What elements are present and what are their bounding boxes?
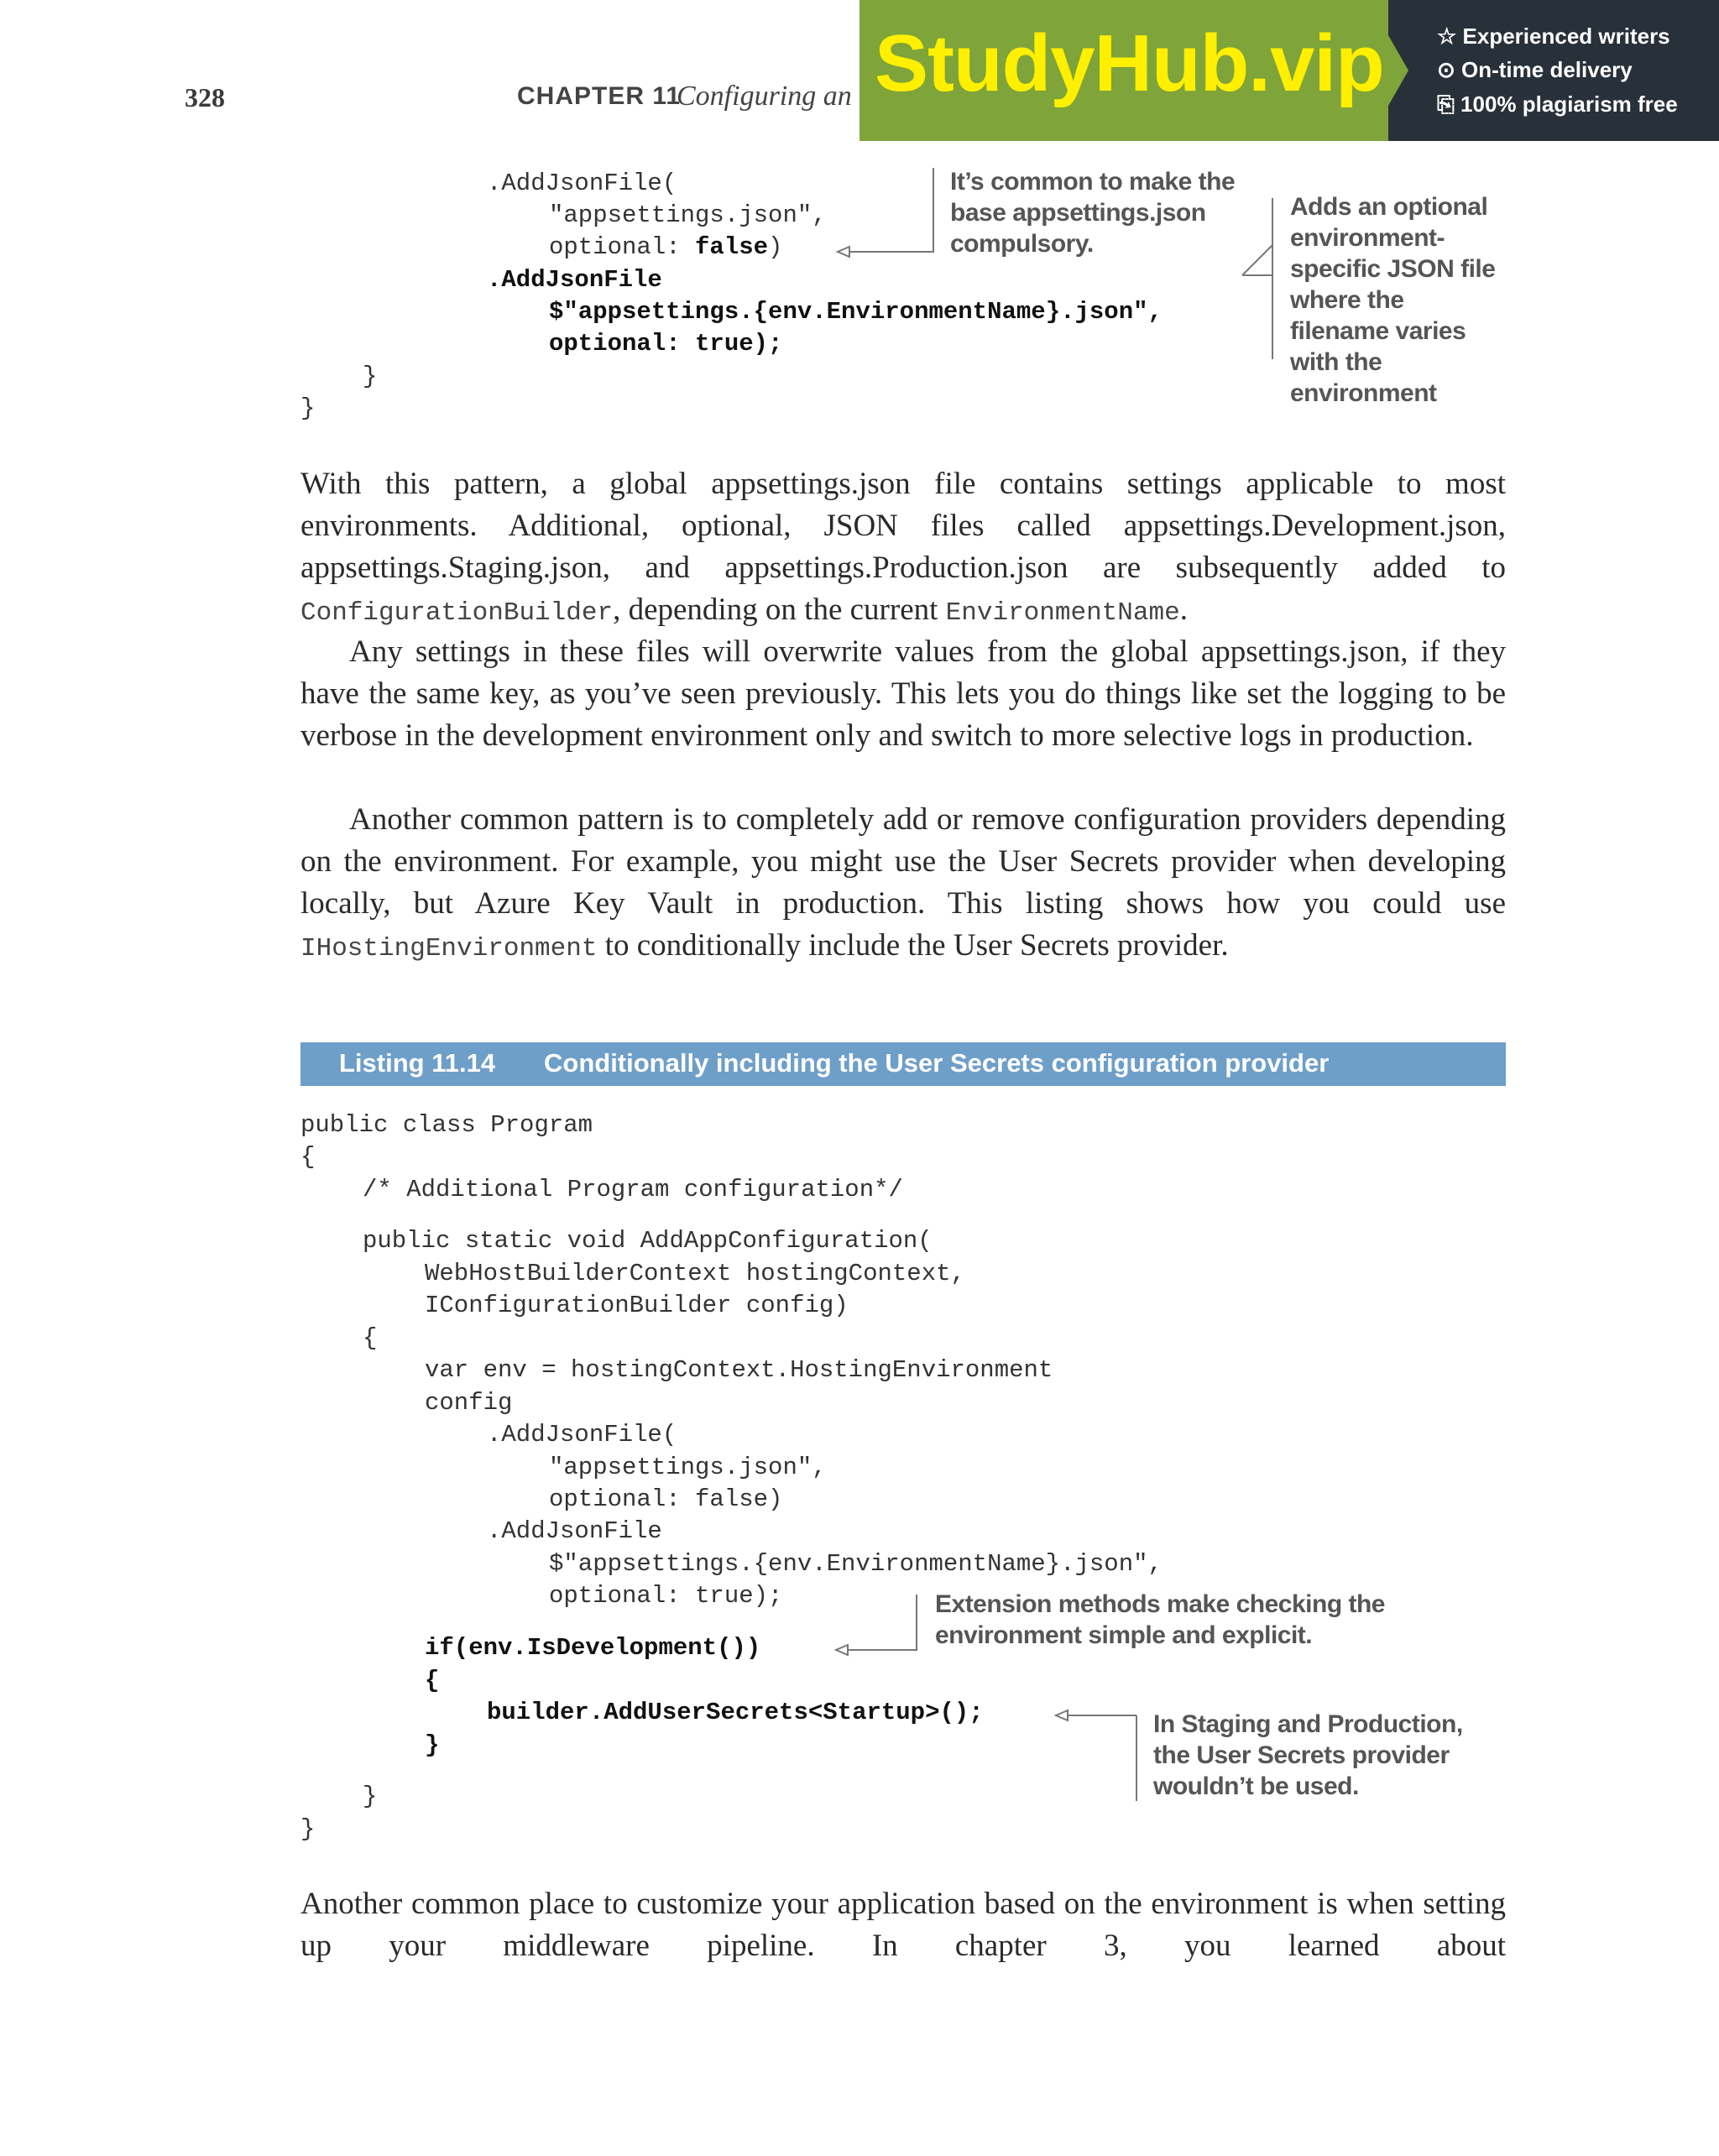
annotation-line: environment-: [1290, 224, 1445, 252]
annotation-line: It’s common to make the: [950, 168, 1236, 196]
code-line-bold: {: [425, 1667, 440, 1694]
annotation-line: filename varies: [1290, 317, 1466, 345]
annotation-line: environment: [1290, 379, 1437, 407]
code-line: }: [363, 1783, 378, 1810]
annotation-line: environment simple and explicit.: [935, 1621, 1313, 1649]
annotation-line: Adds an optional: [1290, 193, 1488, 221]
code-line: "appsettings.json",: [549, 201, 827, 229]
annotation-line: compulsory.: [950, 230, 1094, 258]
code-line: optional: true);: [549, 1582, 783, 1610]
code-line: optional: false): [549, 233, 783, 261]
code-line: }: [300, 1815, 316, 1843]
code-line-bold: if(env.IsDevelopment()): [425, 1634, 761, 1662]
code-line: }: [363, 363, 378, 390]
code-line: var env = hostingContext.HostingEnvironment: [425, 1356, 1053, 1384]
code-line: .AddJsonFile: [487, 1517, 662, 1545]
code-line: config: [425, 1389, 513, 1417]
code-line: public class Program: [300, 1111, 593, 1139]
annotation-line: wouldn’t be used.: [1153, 1772, 1359, 1800]
code-line-bold: optional: true);: [549, 330, 783, 358]
callout-line: [1066, 1715, 1136, 1801]
paragraph: Any settings in these files will overwrite values from the global appsettings.json, if they have the same key, as you’ve seen previously. This lets you do things like set the logging to be verbose in the development environment only and switch to more selective logs in production.: [300, 634, 1506, 753]
code-line-bold: $"appsettings.{env.EnvironmentName}.json",: [549, 298, 1163, 326]
brand-logo-text[interactable]: StudyHub.vip: [875, 18, 1384, 108]
callout-line: [1242, 245, 1272, 275]
badge-experienced-writers: ☆ Experienced writers: [1437, 23, 1670, 49]
annotation-line: In Staging and Production,: [1153, 1710, 1463, 1738]
annotation-line: Extension methods make checking the: [935, 1590, 1385, 1618]
badge-plagiarism-free: ⎘ 100% plagiarism free: [1437, 91, 1678, 117]
code-line: IConfigurationBuilder config): [425, 1292, 849, 1319]
code-line: "appsettings.json",: [549, 1454, 827, 1481]
listing-title: Conditionally including the User Secrets configuration provider: [544, 1048, 1330, 1078]
annotation-line: where the: [1290, 286, 1404, 314]
paragraph: Another common pattern is to completely add or remove configuration providers depending on the environment. For example, you might use the User Secrets provider when developing locally, but Azure Key Vault in production. This listing shows how you could use IHostingEnvironment to conditionally include the User Secrets provider.: [300, 802, 1506, 963]
chapter-label: CHAPTER 11: [517, 82, 682, 110]
code-line: {: [300, 1143, 316, 1171]
code-line: WebHostBuilderContext hostingContext,: [425, 1260, 965, 1287]
code-line: .AddJsonFile(: [487, 1421, 677, 1449]
code-line: .AddJsonFile(: [487, 170, 677, 197]
callout-line: [848, 1595, 917, 1650]
badge-on-time-delivery: ⊙ On-time delivery: [1437, 57, 1633, 82]
code-line-bold: .AddJsonFile: [487, 266, 662, 294]
code-line: }: [300, 394, 316, 422]
code-line: optional: false): [549, 1485, 783, 1513]
code-line: /* Additional Program configuration*/: [363, 1176, 903, 1203]
code-line-bold: builder.AddUserSecrets<Startup>();: [487, 1699, 984, 1726]
callout-arrow-icon: [838, 247, 849, 257]
callout-arrow-icon: [836, 1645, 848, 1655]
callout-line: [849, 168, 933, 252]
annotation-line: the User Secrets provider: [1153, 1741, 1450, 1769]
listing-label: Listing 11.14: [339, 1048, 496, 1078]
code-line: public static void AddAppConfiguration(: [363, 1227, 933, 1255]
annotation-line: specific JSON file: [1290, 255, 1496, 283]
annotation-line: with the: [1290, 348, 1382, 376]
page-number: 328: [185, 82, 225, 112]
annotation-line: base appsettings.json: [950, 199, 1206, 227]
chapter-title: Configuring an: [677, 81, 852, 112]
paragraph: Another common place to customize your application based on the environment is when setting up your middleware pipeline. In chapter 3, you learned about: [300, 1887, 1506, 1963]
paragraph: With this pattern, a global appsettings.json file contains settings applicable to most environments. Additional, optional, JSON files called appsettings.Development.json, appsettings.Staging.json, and appsettings.Production.json are subsequently added to ConfigurationBuilder, depending on the current EnvironmentName.: [300, 467, 1506, 628]
callout-arrow-icon: [1056, 1710, 1068, 1720]
code-line: $"appsettings.{env.EnvironmentName}.json",: [549, 1550, 1163, 1578]
code-line: {: [363, 1324, 378, 1352]
code-line-bold: }: [425, 1731, 440, 1759]
